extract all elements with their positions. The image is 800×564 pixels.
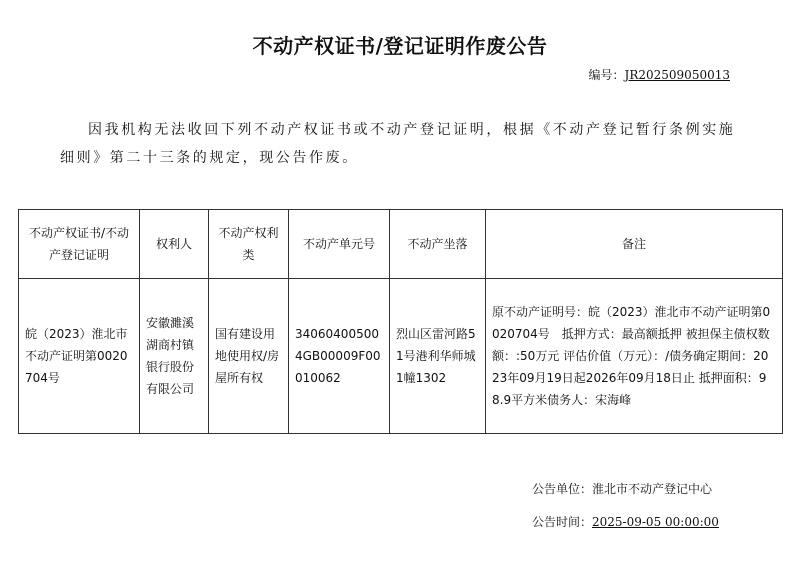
header-location: 不动产坐落 [390, 210, 486, 279]
header-holder: 权利人 [140, 210, 209, 279]
cell-unit-no: 340604005004GB00009F00010062 [289, 279, 390, 434]
serial-label: 编号： [588, 68, 625, 82]
table-row [19, 279, 783, 434]
header-unit-no: 不动产单元号 [289, 210, 390, 279]
void-notice-table [18, 209, 783, 434]
cell-right-type: 国有建设用地使用权/房屋所有权 [209, 279, 289, 434]
header-remark: 备注 [486, 210, 783, 279]
header-certificate: 不动产权证书/不动产登记证明 [19, 210, 140, 279]
cell-certificate: 皖（2023）淮北市不动产证明第0020704号 [19, 279, 140, 434]
time-label: 公告时间： [532, 515, 593, 529]
intro-paragraph: 因我机构无法收回下列不动产权证书或不动产登记证明，根据《不动产登记暂行条例实施细则》第二十三条的规定，现公告作废。 [60, 122, 736, 166]
cell-remark: 原不动产证明号：皖（2023）淮北市不动产证明第0020704号 抵押方式：最高额抵押 被担保主债权数额：:50万元 评估价值（万元）：/债务确定期间：2023年09月19日起2026年09月18日止 抵押面积：98.9平方米债务人：宋海峰 [486, 279, 783, 434]
serial-number [589, 66, 730, 83]
announcing-unit [532, 480, 712, 497]
unit-label: 公告单位： [532, 482, 593, 496]
announcement-time [532, 513, 719, 530]
table-header-row [19, 210, 783, 279]
header-right-type: 不动产权利类 [209, 210, 289, 279]
unit-value: 淮北市不动产登记中心 [592, 482, 713, 496]
document-title: 不动产权证书/登记证明作废公告 [252, 34, 548, 58]
cell-location: 烈山区雷河路51号港利华师城1幢1302 [390, 279, 486, 434]
cell-holder: 安徽濉溪湖商村镇银行股份有限公司 [140, 279, 209, 434]
time-value: 2025-09-05 00:00:00 [592, 515, 719, 529]
serial-value: JR202509050013 [624, 68, 730, 82]
